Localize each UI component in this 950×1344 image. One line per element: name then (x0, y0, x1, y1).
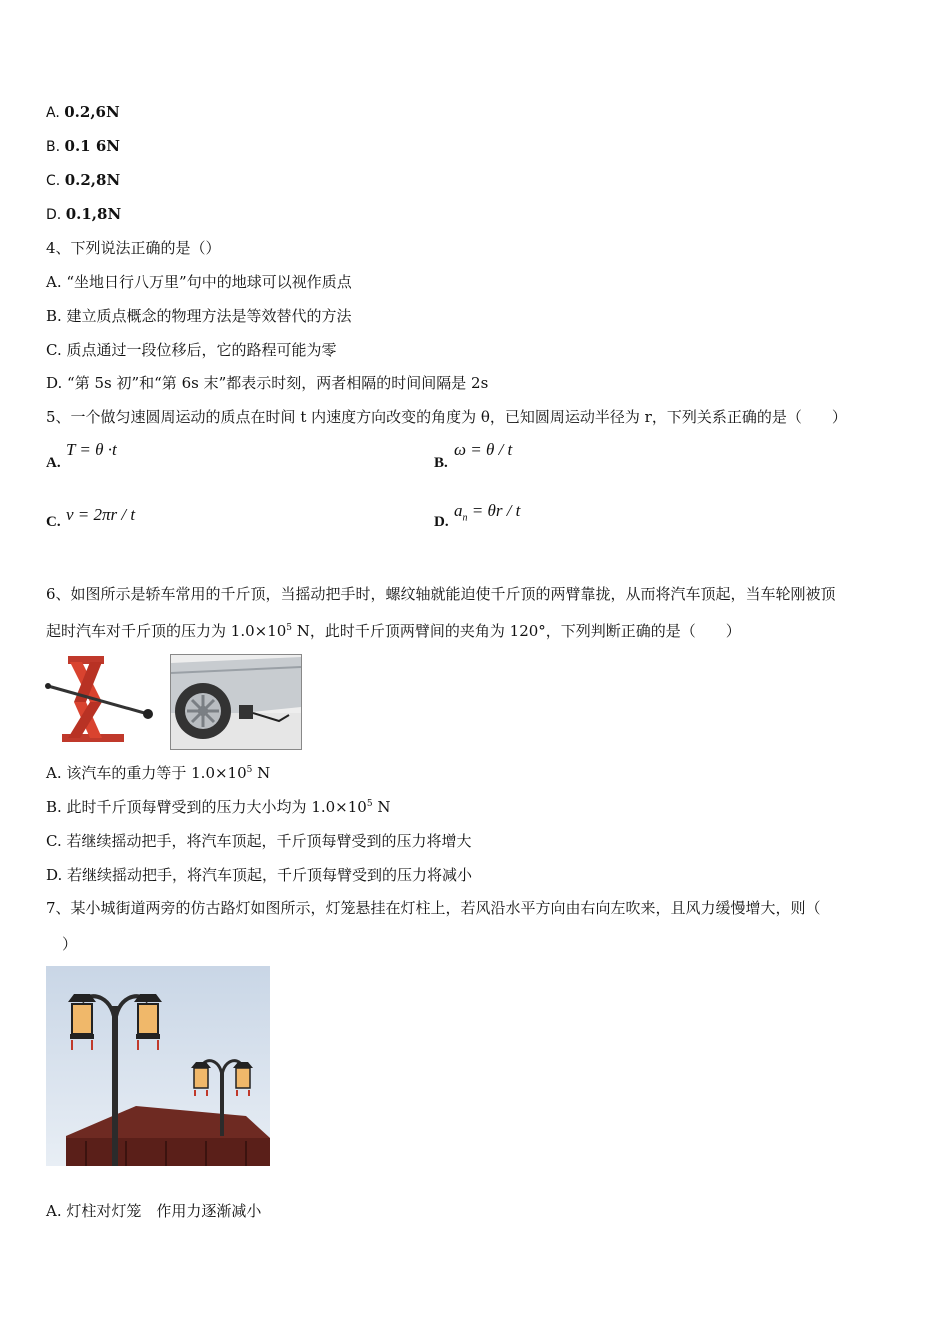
q3-option-b: B. 0.1 6N (46, 137, 120, 155)
q6-option-a: A. 该汽车的重力等于 $1.0\times 10^5$ N (46, 764, 271, 782)
q3-option-d: D. 0.1,8N (46, 205, 122, 223)
q7-option-a: A. 灯柱对灯笼 作用力逐渐减小 (46, 1202, 262, 1220)
q5-stem: 5、一个做匀速圆周运动的质点在时间 t 内速度方向改变的角度为 θ，已知圆周运动半径为 r，下列关系正确的是（ ） (46, 408, 847, 426)
q5-b-formula: ω = θ / t (454, 440, 513, 459)
q5-c-label: C. (46, 514, 61, 530)
q7-stem-line1: 7、某小城街道两旁的仿古路灯如图所示，灯笼悬挂在灯柱上，若风沿水平方向由右向左吹来，且风力缓慢增大，则（ (46, 899, 821, 917)
q6-option-b: B. 此时千斤顶每臂受到的压力大小均为 $1.0\times 10^5$ N (46, 798, 391, 816)
q5-b-label: B. (434, 455, 448, 471)
q3-option-a: A. 0.2,6N (46, 103, 120, 121)
car-jack-photo (170, 654, 302, 750)
q3-option-c: C. 0.2,8N (46, 171, 121, 189)
q5-d-label: D. (434, 514, 449, 530)
street-lamp-photo (46, 966, 270, 1166)
q6-option-c: C. 若继续摇动把手，将汽车顶起，千斤顶每臂受到的压力将增大 (46, 832, 472, 850)
q5-a-formula: T = θ ·t (66, 440, 117, 459)
jack-image (44, 652, 156, 748)
q4-stem: 4、下列说法正确的是（） (46, 239, 221, 257)
q5-d-formula: $a_n = \theta r / t$ (454, 501, 521, 524)
q7-stem-line2: ） (62, 935, 78, 953)
q5-a-label: A. (46, 455, 61, 471)
q4-option-c: C. 质点通过一段位移后，它的路程可能为零 (46, 341, 337, 359)
q4-option-a: A. “坐地日行八万里”句中的地球可以视作质点 (46, 273, 352, 291)
q6-stem-line2: 起时汽车对千斤顶的压力为 $1.0\times 10^5$ N，此时千斤顶两臂间的夹角为 120°，下列判断正确的是（ ） (46, 622, 741, 640)
q6-stem-line1: 6、如图所示是轿车常用的千斤顶，当摇动把手时，螺纹轴就能迫使千斤顶的两臂靠拢，从而将汽车顶起，当车轮刚被顶 (46, 585, 836, 603)
q6-option-d: D. 若继续摇动把手，将汽车顶起，千斤顶每臂受到的压力将减小 (46, 866, 473, 884)
q4-option-d: D. “第 5s 初”和“第 6s 末”都表示时刻，两者相隔的时间间隔是 2s (46, 374, 489, 392)
q5-c-formula: v = 2πr / t (66, 505, 136, 524)
q4-option-b: B. 建立质点概念的物理方法是等效替代的方法 (46, 307, 352, 325)
